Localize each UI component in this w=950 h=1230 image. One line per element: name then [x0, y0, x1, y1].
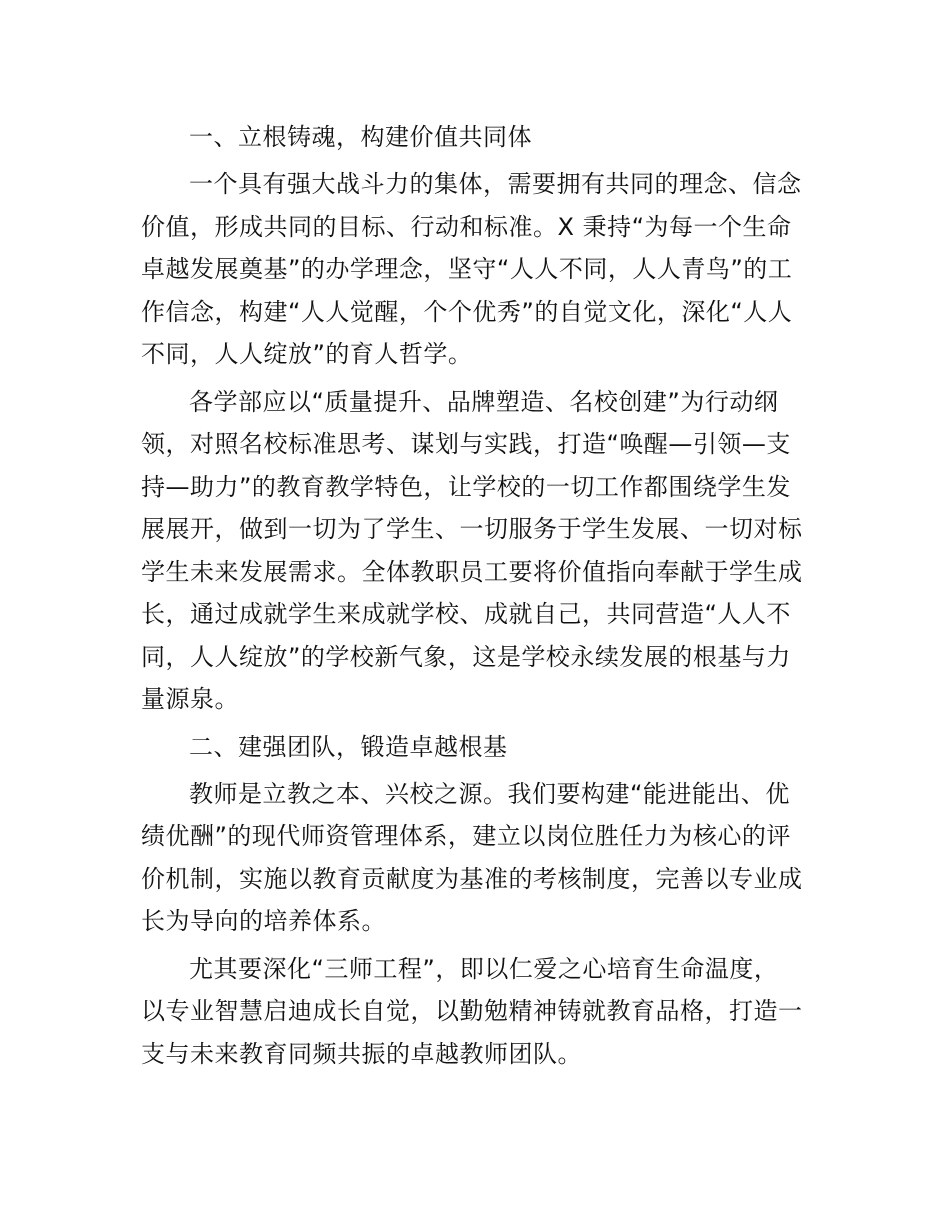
paragraph-line: 卓越发展奠基”的办学理念，坚守“人人不同，人人青鸟”的工 [141, 255, 793, 283]
paragraph-line: 不同，人人绽放”的育人哲学。 [141, 340, 473, 368]
paragraph-line: 一个具有强大战斗力的集体，需要拥有共同的理念、信念 [189, 170, 802, 198]
paragraph-line: 持—助力”的教育教学特色，让学校的一切工作都围绕学生发 [141, 472, 791, 501]
paragraph-1 [141, 163, 813, 376]
section-heading-1: 一、立根铸魂，构建价值共同体 [189, 123, 532, 151]
paragraph-line: 量源泉。 [141, 685, 239, 713]
paragraph-line: 同，人人绽放”的学校新气象，这是学校永续发展的根基与力 [141, 642, 791, 671]
paragraph-line: 绩优酬”的现代师资管理体系，建立以岗位胜任力为核心的评 [141, 822, 791, 850]
section-heading-2: 二、建强团队，锻造卓越根基 [189, 732, 508, 761]
paragraph-4 [141, 948, 813, 1076]
paragraph-line: 尤其要深化“三师工程”，即以仁爱之心培育生命温度， [189, 954, 779, 983]
paragraph-2 [141, 381, 813, 721]
document-body [141, 116, 813, 1080]
paragraph-line: 领，对照名校标准思考、谋划与实践，打造“唤醒—引领—支 [141, 430, 791, 458]
paragraph-line: 教师是立教之本、兴校之源。我们要构建“能进能出、优 [189, 779, 790, 808]
paragraph-line: 作信念，构建“人人觉醒，个个优秀”的自觉文化，深化“人人 [141, 297, 793, 326]
paragraph-line: 支与未来教育同频共振的卓越教师团队。 [141, 1039, 582, 1068]
paragraph-line: 价机制，实施以教育贡献度为基准的考核制度，完善以专业成 [141, 864, 803, 893]
paragraph-line: 各学部应以“质量提升、品牌塑造、名校创建”为行动纲 [189, 387, 779, 416]
paragraph-3 [141, 773, 813, 943]
paragraph-line: 价值，形成共同的目标、行动和标准。X 秉持“为每一个生命 [141, 212, 792, 241]
paragraph-line: 长，通过成就学生来成就学校、成就自己，共同营造“人人不 [141, 600, 791, 628]
paragraph-line: 以专业智慧启迪成长自觉，以勤勉精神铸就教育品格，打造一 [141, 997, 803, 1025]
paragraph-line: 长为导向的培养体系。 [141, 907, 386, 935]
paragraph-line: 学生未来发展需求。全体教职员工要将价值指向奉献于学生成 [141, 557, 803, 586]
paragraph-line: 展展开，做到一切为了学生、一切服务于学生发展、一切对标 [141, 515, 803, 543]
